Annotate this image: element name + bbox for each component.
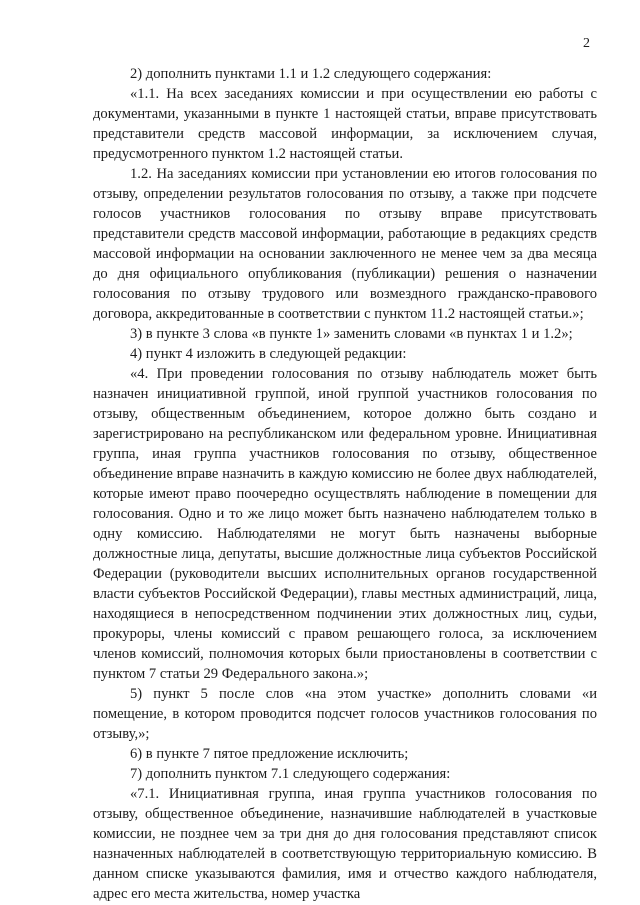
page-number: 2 <box>583 36 590 51</box>
paragraph-item-6: 6) в пункте 7 пятое предложение исключить; <box>130 746 409 762</box>
paragraph-clause-1-1: «1.1. На всех заседаниях комиссии и при осуществлении ею работы с документами, указанными в пункте 1 настоящей статьи, вправе присутствовать представители средств массовой информации, за исключением случая, предусмотренного пунктом 1.2 настоящей статьи. <box>93 86 597 162</box>
document-body <box>93 64 597 904</box>
paragraph-clause-7-1: «7.1. Инициативная группа, иная группа участников голосования по отзыву, общественное объединение, назначившие наблюдателей в участковые комиссии, не позднее чем за три дня до дня голосования представляют список назначенных наблюдателей в соответствующую территориальную комиссию. В данном списке указываются фамилия, имя и отчество каждого наблюдателя, адрес его места жительства, номер участка <box>93 786 597 902</box>
paragraph-item-5: 5) пункт 5 после слов «на этом участке» дополнить словами «и помещение, в котором проводится подсчет голосов участников голосования по отзыву,»; <box>93 686 597 742</box>
paragraph-clause-1-2: 1.2. На заседаниях комиссии при установлении ею итогов голосования по отзыву, определении результатов голосования по отзыву, а также при подсчете голосов участников голосования по отзыву вправе присутствовать представители средств массовой информации, работающие в редакциях средств массовой информации на основании заключенного не менее чем за два месяца до дня официального опубликования (публикации) решения о назначении голосования по отзыву трудового или возмездного гражданско-правового договора, аккредитованные в соответствии с пунктом 11.2 настоящей статьи.»; <box>93 166 597 322</box>
paragraph-item-4: 4) пункт 4 изложить в следующей редакции: <box>130 346 407 362</box>
paragraph-item-7: 7) дополнить пунктом 7.1 следующего содержания: <box>130 766 451 782</box>
paragraph-clause-4: «4. При проведении голосования по отзыву наблюдатель может быть назначен инициативной группой, иной группой участников голосования по отзыву, общественным объединением, которое должно быть создано и зарегистрировано на республиканском или федеральном уровне. Инициативная группа, иная группа участников голосования по отзыву, общественное объединение вправе назначить в каждую комиссию не более двух наблюдателей, которые имеют право поочередно осуществлять наблюдение в помещении для голосования. Одно и то же лицо может быть назначено наблюдателем только в одну комиссию. Наблюдателями не могут быть назначены выборные должностные лица, депутаты, высшие должностные лица субъектов Российской Федерации (руководители высших исполнительных органов государственной власти субъектов Российской Федерации), главы местных администраций, лица, находящиеся в непосредственном подчинении этих должностных лиц, судьи, прокуроры, члены комиссий с правом решающего голоса, за исключением членов комиссий, полномочия которых были приостановлены в соответствии с пунктом 7 статьи 29 Федерального закона.»; <box>93 366 597 682</box>
paragraph-item-2: 2) дополнить пунктами 1.1 и 1.2 следующего содержания: <box>130 66 492 82</box>
paragraph-item-3: 3) в пункте 3 слова «в пункте 1» заменить словами «в пунктах 1 и 1.2»; <box>130 326 573 342</box>
